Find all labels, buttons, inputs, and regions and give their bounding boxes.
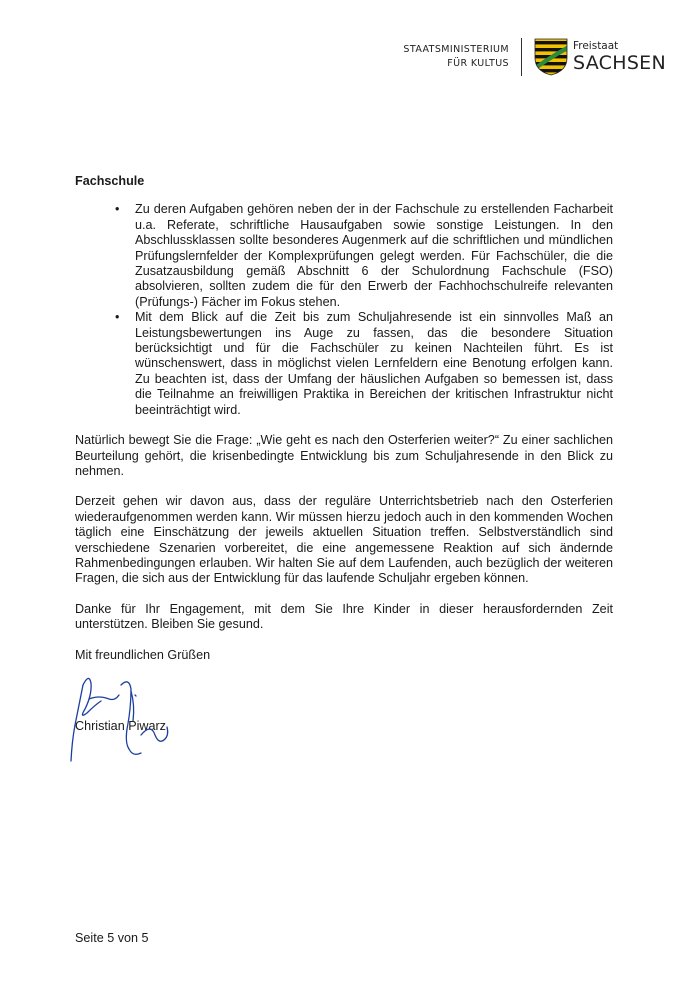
bullet-text: Mit dem Blick auf die Zeit bis zum Schuljahresende ist ein sinnvolles Maß an Leistungsbewertungen ins Auge zu fassen, das die besondere Situation berücksichtigt und für die Fachschüler zu keinen Nachteilen führt. Es ist wünschenswert, dass in möglichst vielen Lernfeldern eine Benotung erfolgen kann. Zu beachten ist, dass der Umfang der häuslichen Aufgaben so bemessen ist, dass die Teilnahme an freiwilligen Praktika in Bereichen der kritischen Infrastruktur nicht beeinträchtigt wird. <box>135 310 613 417</box>
paragraph: Danke für Ihr Engagement, mit dem Sie Ihre Kinder in dieser herausfordernden Zeit unterstützen. Bleiben Sie gesund. <box>75 601 613 632</box>
paragraph: Natürlich bewegt Sie die Frage: „Wie geht es nach den Osterferien weiter?“ Zu einer sachlichen Beurteilung gehört, die krisenbedingte Entwicklung bis zum Schuljahresende in den Blick zu nehmen. <box>75 433 613 478</box>
handwritten-signature-icon <box>69 665 179 769</box>
bullet-list <box>75 202 613 418</box>
brand-line-1: Freistaat <box>572 40 619 53</box>
ministry-line-2: FÜR KULTUS <box>447 58 509 69</box>
list-item <box>75 310 613 418</box>
bullet-marker: • <box>115 310 120 325</box>
closing-greeting: Mit freundlichen Grüßen <box>75 647 211 662</box>
brand-line-2: SACHSEN <box>572 51 666 74</box>
section-heading: Fachschule <box>75 174 145 188</box>
state-logo <box>534 38 666 76</box>
ministry-line-1: STAATSMINISTERIUM <box>403 44 509 55</box>
letterhead <box>403 38 666 76</box>
bullet-text: Zu deren Aufgaben gehören neben der in der Fachschule zu erstellenden Facharbeit u.a. Referate, schriftliche Hausaufgaben sowie sonstige Leistungen. In den Abschlussklassen sollte besonderes Augenmerk auf die schriftlichen und mündlichen Prüfungslernfelder der Komplexprüfungen gelegt werden. Für Fachschüler, die die Zusatzausbildung gemäß Abschnitt 6 der Schulordnung Fachschule (FSO) absolvieren, sollten zudem die für den Erwerb der Fachhochschulreife relevanten (Prüfungs-) Fächer im Fokus stehen. <box>135 202 613 309</box>
paragraph: Derzeit gehen wir davon aus, dass der reguläre Unterrichtsbetrieb nach den Osterferien wiederaufgenommen werden kann. Wir müssen hierzu jedoch auch in den kommenden Wochen täglich eine Einschätzung der jeweils aktuellen Situation treffen. Selbstverständlich sind verschiedene Szenarien vorbereitet, die eine angemessene Reaktion auf sich ändernde Rahmenbedingungen erlauben. Wir halten Sie auf dem Laufenden, auch bezüglich der weiteren Fragen, die sich aus der Entwicklung für das laufende Schuljahr ergeben können. <box>75 494 613 586</box>
bullet-marker: • <box>115 202 120 217</box>
signer-name: Christian Piwarz <box>75 718 166 733</box>
ministry-name <box>403 38 522 76</box>
page-number: Seite 5 von 5 <box>75 931 149 945</box>
letter-body <box>75 174 613 767</box>
list-item <box>75 202 613 310</box>
saxony-coat-of-arms-icon <box>534 38 568 76</box>
signature-block <box>75 667 613 767</box>
